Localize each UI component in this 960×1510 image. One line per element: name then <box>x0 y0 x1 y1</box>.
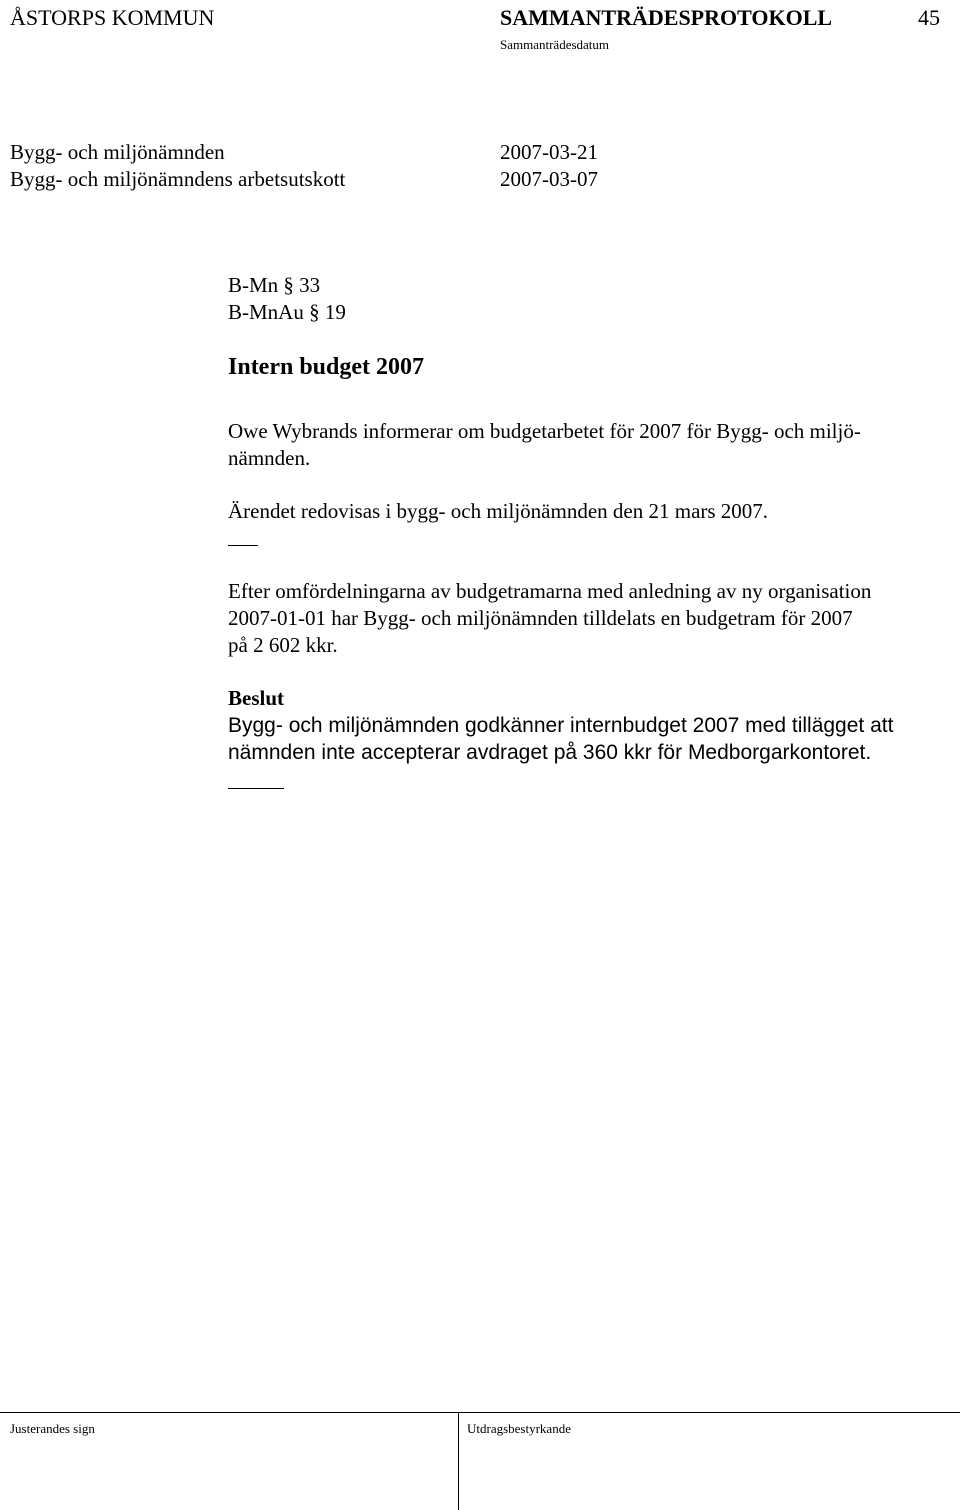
paragraph-3-line-1: Efter omfördelningarna av budgetramarna med anledning av ny organisation <box>228 579 872 603</box>
meeting-date-label: Sammanträdesdatum <box>500 37 610 52</box>
paragraph-3-line-2: 2007-01-01 har Bygg- och miljönämnden tilldelats en budgetram för 2007 <box>228 606 853 630</box>
footer-extract-label: Utdragsbestyrkande <box>467 1421 571 1436</box>
footer-sign-label: Justerandes sign <box>10 1421 95 1436</box>
decision-line-2: nämnden inte accepterar avdraget på 360 kkr för Medborgarkontoret. <box>228 741 872 764</box>
decision-line-1: Bygg- och miljönämnden godkänner internbudget 2007 med tillägget att <box>228 714 894 737</box>
meta-date-2: 2007-03-07 <box>500 167 598 191</box>
section-ref-2: B-MnAu § 19 <box>228 300 346 324</box>
document-type: SAMMANTRÄDESPROTOKOLL <box>500 5 833 30</box>
meta-body-2: Bygg- och miljönämndens arbetsutskott <box>10 167 346 191</box>
meta-date-1: 2007-03-21 <box>500 140 598 164</box>
paragraph-1-line-2: nämnden. <box>228 446 311 470</box>
municipality-name: ÅSTORPS KOMMUN <box>10 5 215 30</box>
paragraph-3-line-3: på 2 602 kkr. <box>228 633 338 657</box>
footer-divider <box>458 1412 459 1510</box>
paragraph-2: Ärendet redovisas i bygg- och miljönämnden den 21 mars 2007. <box>228 499 769 523</box>
page-title: Intern budget 2007 <box>228 354 425 380</box>
separator-end <box>228 788 284 789</box>
separator-short <box>228 545 258 546</box>
meta-body-1: Bygg- och miljönämnden <box>10 140 225 164</box>
decision-heading: Beslut <box>228 686 285 710</box>
page-number: 45 <box>918 5 940 30</box>
footer-top-rule <box>0 1412 960 1413</box>
paragraph-1-line-1: Owe Wybrands informerar om budgetarbetet för 2007 för Bygg- och miljö- <box>228 419 861 443</box>
section-ref-1: B-Mn § 33 <box>228 273 321 297</box>
